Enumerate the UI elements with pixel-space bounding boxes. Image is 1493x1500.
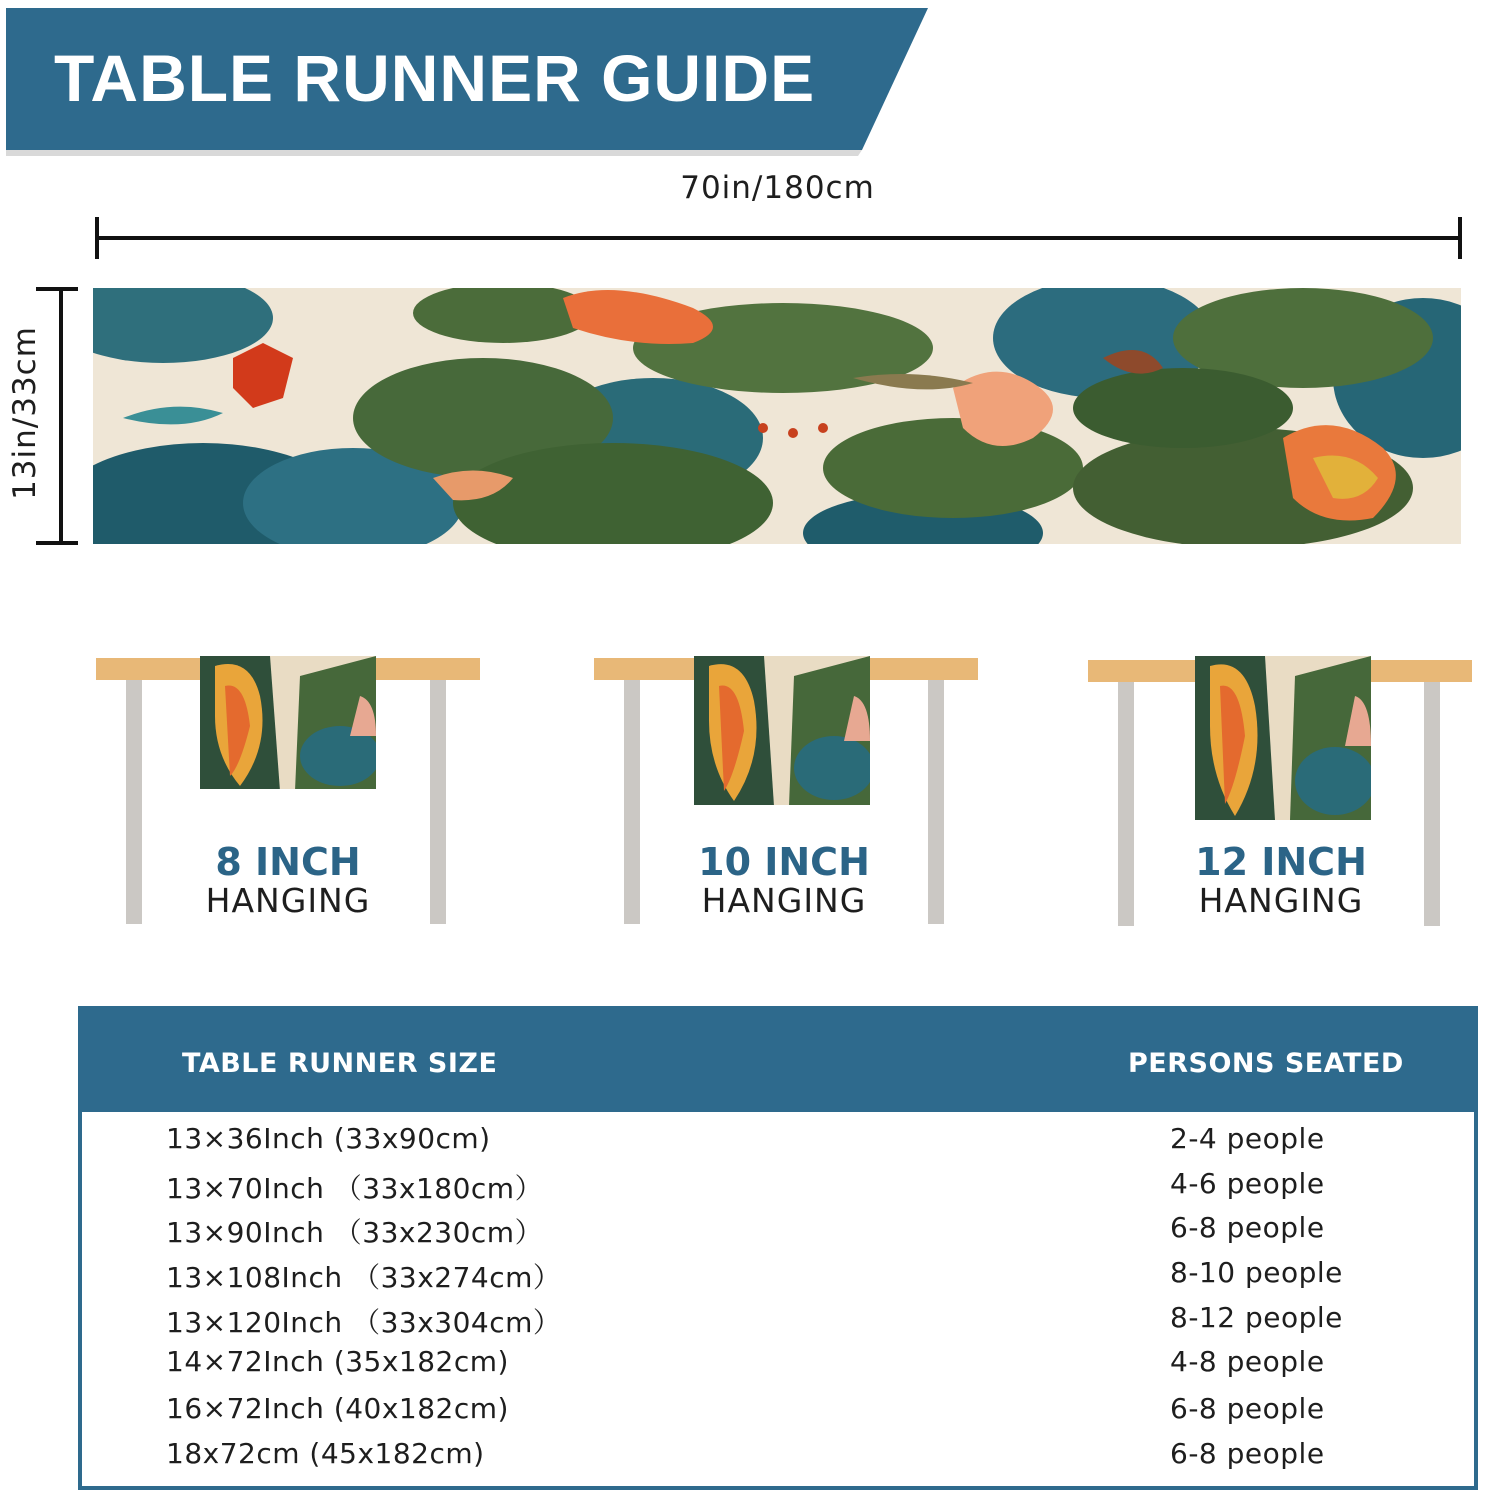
table-row xyxy=(82,1211,1474,1255)
height-dimension-label: 13in/33cm xyxy=(7,326,43,500)
persons-cell: 4-8 people xyxy=(1170,1345,1325,1378)
persons-cell: 6-8 people xyxy=(1170,1437,1325,1470)
size-cell: 13×70Inch （33x180cm） xyxy=(166,1172,544,1205)
table-row xyxy=(82,1167,1474,1211)
column-header-size: TABLE RUNNER SIZE xyxy=(182,1048,498,1079)
table-row xyxy=(82,1256,1474,1300)
runner-drape-8-inch xyxy=(200,656,376,789)
size-cell: 18x72cm (45x182cm) xyxy=(166,1437,485,1470)
table-row xyxy=(82,1437,1474,1481)
table-row xyxy=(82,1122,1474,1166)
runner-drape-12-inch xyxy=(1195,656,1371,820)
hanging-label-8-inch xyxy=(138,842,438,920)
runner-drape-10-inch xyxy=(694,656,870,805)
column-header-persons: PERSONS SEATED xyxy=(1128,1048,1404,1079)
hanging-label-10-inch xyxy=(634,842,934,920)
hanging-size: 8 INCH xyxy=(215,840,361,884)
table-row xyxy=(82,1392,1474,1436)
persons-cell: 8-12 people xyxy=(1170,1301,1343,1334)
hanging-word: HANGING xyxy=(701,881,867,920)
persons-cell: 2-4 people xyxy=(1170,1122,1325,1155)
height-dimension-line xyxy=(59,288,63,544)
persons-cell: 8-10 people xyxy=(1170,1256,1343,1289)
width-dimension-line xyxy=(97,236,1462,240)
hanging-size: 10 INCH xyxy=(698,840,870,884)
size-cell: 13×120Inch （33x304cm） xyxy=(166,1306,562,1339)
persons-cell: 6-8 people xyxy=(1170,1392,1325,1425)
hanging-label-12-inch xyxy=(1131,842,1431,920)
persons-cell: 4-6 people xyxy=(1170,1167,1325,1200)
size-table-header xyxy=(82,1010,1474,1112)
size-cell: 16×72Inch (40x182cm) xyxy=(166,1392,509,1425)
size-cell: 14×72Inch (35x182cm) xyxy=(166,1345,509,1378)
width-dimension-label: 70in/180cm xyxy=(680,170,875,206)
persons-cell: 6-8 people xyxy=(1170,1211,1325,1244)
height-dimension-tick-top xyxy=(36,287,78,291)
table-row xyxy=(82,1345,1474,1389)
size-cell: 13×90Inch （33x230cm） xyxy=(166,1216,544,1249)
table-runner-pattern-image xyxy=(93,288,1461,544)
size-table xyxy=(78,1006,1478,1490)
hanging-word: HANGING xyxy=(205,881,371,920)
height-dimension-tick-bottom xyxy=(36,541,78,545)
width-dimension-tick-left xyxy=(95,217,99,259)
size-cell: 13×36Inch (33x90cm) xyxy=(166,1122,491,1155)
page-title: TABLE RUNNER GUIDE xyxy=(54,41,816,115)
table-row xyxy=(82,1301,1474,1345)
size-cell: 13×108Inch （33x274cm） xyxy=(166,1261,562,1294)
hanging-word: HANGING xyxy=(1198,881,1364,920)
width-dimension-tick-right xyxy=(1458,217,1462,259)
hanging-size: 12 INCH xyxy=(1195,840,1367,884)
